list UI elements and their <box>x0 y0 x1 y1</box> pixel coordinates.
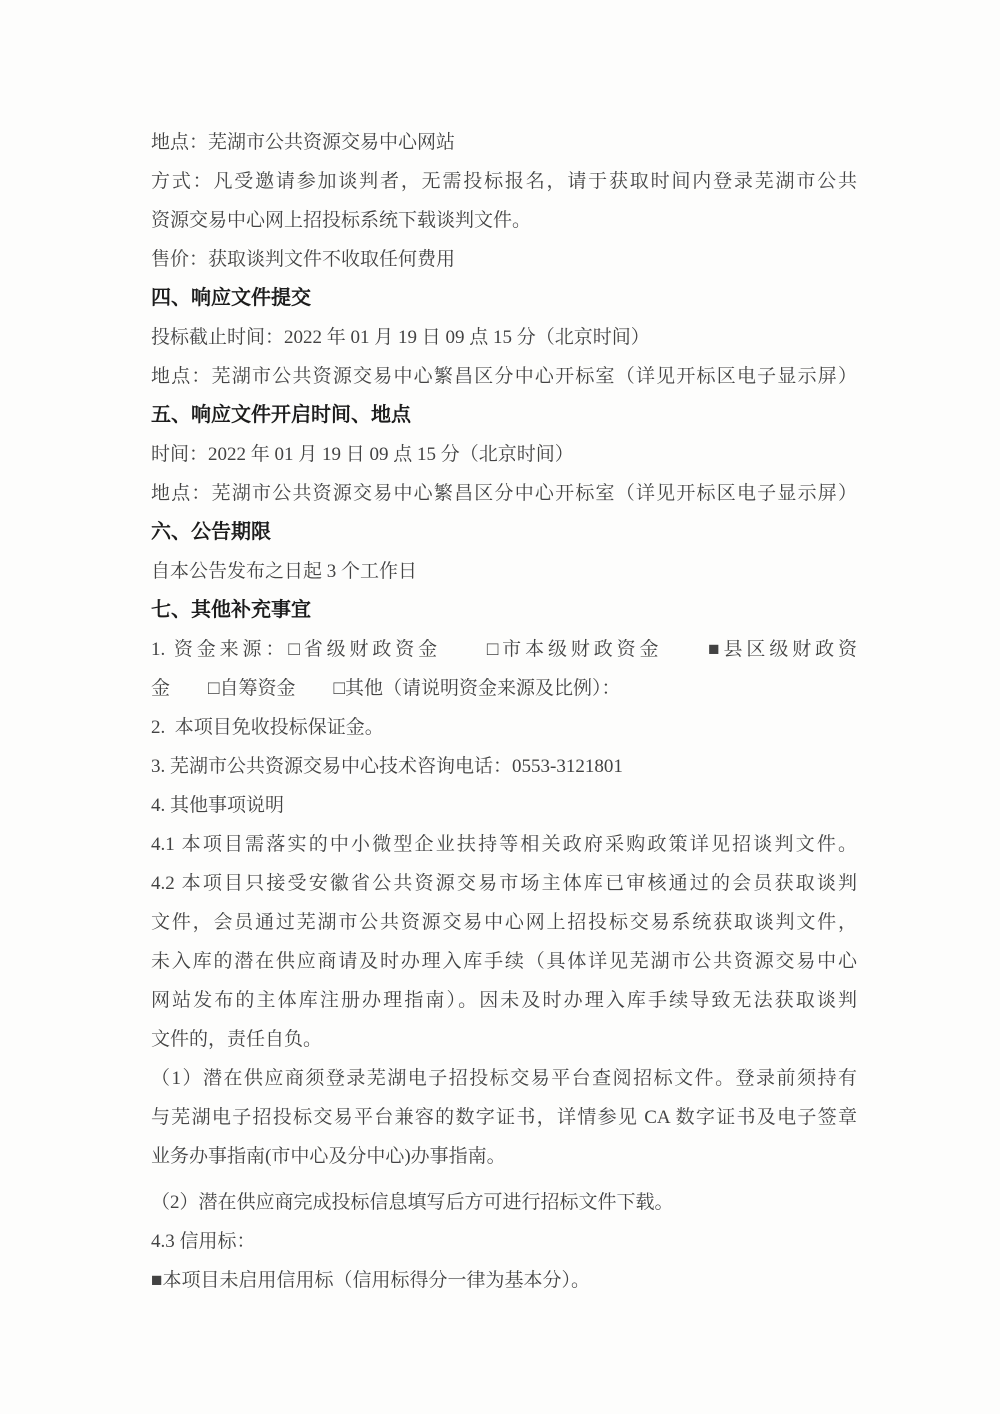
text-line: 与芜湖电子招投标交易平台兼容的数字证书，详情参见 CA 数字证书及电子签章 <box>151 1107 857 1128</box>
section-heading: 五、响应文件开启时间、地点 <box>151 404 411 426</box>
section-heading: 四、响应文件提交 <box>151 287 311 309</box>
text-line: 文件，会员通过芜湖市公共资源交易中心网上招投标交易系统获取谈判文件， <box>151 912 857 933</box>
text-line: 资源交易中心网上招投标系统下载谈判文件。 <box>151 210 532 231</box>
text-line: （2）潜在供应商完成投标信息填写后方可进行招标文件下载。 <box>151 1192 674 1213</box>
text-line: 4. 其他事项说明 <box>151 795 285 816</box>
text-line: 网站发布的主体库注册办理指南）。因未及时办理入库手续导致无法获取谈判 <box>151 990 857 1011</box>
text-line: 方式：凡受邀请参加谈判者，无需投标报名，请于获取时间内登录芜湖市公共 <box>151 171 857 192</box>
text-line: 售价：获取谈判文件不收取任何费用 <box>151 249 456 270</box>
text-line: 2. 本项目免收投标保证金。 <box>151 717 384 738</box>
document-body <box>151 123 857 1300</box>
text-line: 金 □自筹资金 □其他（请说明资金来源及比例）： <box>151 678 621 699</box>
section-heading: 七、其他补充事宜 <box>151 599 311 621</box>
text-line: 4.2 本项目只接受安徽省公共资源交易市场主体库已审核通过的会员获取谈判 <box>151 873 857 894</box>
text-line: 4.3 信用标： <box>151 1231 256 1252</box>
text-line: 地点：芜湖市公共资源交易中心繁昌区分中心开标室（详见开标区电子显示屏） <box>151 366 857 387</box>
text-line: 地点：芜湖市公共资源交易中心繁昌区分中心开标室（详见开标区电子显示屏） <box>151 483 857 504</box>
text-line: 文件的，责任自负。 <box>151 1029 323 1050</box>
text-line: （1）潜在供应商须登录芜湖电子招投标交易平台查阅招标文件。登录前须持有 <box>151 1068 857 1089</box>
section-heading: 六、公告期限 <box>151 521 271 543</box>
text-line: ■本项目未启用信用标（信用标得分一律为基本分）。 <box>151 1270 590 1291</box>
text-line: 地点：芜湖市公共资源交易中心网站 <box>151 132 456 153</box>
text-line: 1. 资金来源：□省级财政资金 □市本级财政资金 ■县区级财政资 <box>151 639 857 660</box>
text-line: 自本公告发布之日起 3 个工作日 <box>151 561 418 582</box>
text-line: 3. 芜湖市公共资源交易中心技术咨询电话：0553-3121801 <box>151 756 623 777</box>
text-line: 时间：2022 年 01 月 19 日 09 点 15 分（北京时间） <box>151 444 574 465</box>
text-line: 4.1 本项目需落实的中小微型企业扶持等相关政府采购政策详见招谈判文件。 <box>151 834 857 855</box>
text-line: 业务办事指南(市中心及分中心)办事指南。 <box>151 1146 506 1167</box>
text-line: 投标截止时间：2022 年 01 月 19 日 09 点 15 分（北京时间） <box>151 327 650 348</box>
text-line: 未入库的潜在供应商请及时办理入库手续（具体详见芜湖市公共资源交易中心 <box>151 951 857 972</box>
